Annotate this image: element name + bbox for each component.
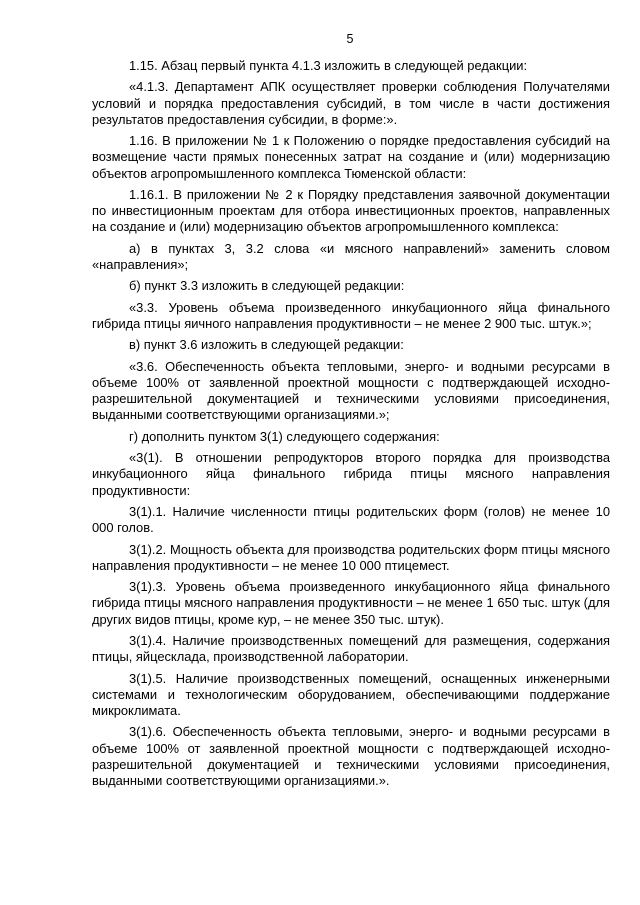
- paragraph: «3.6. Обеспеченность объекта тепловыми, энерго- и водными ресурсами в объеме 100% от заявленной проектной мощности с подтверждающей исходно-разрешительной документацией и техническими условиями присоединения, выданными соответствующими организациями.»;: [92, 358, 610, 423]
- paragraph: «4.1.3. Департамент АПК осуществляет проверки соблюдения Получателями условий и порядка предоставления субсидий, в том числе в части достижения результатов предоставления субсидии, в форме:».: [92, 79, 610, 127]
- document-body: [92, 58, 610, 794]
- paragraph: г) дополнить пунктом 3(1) следующего содержания:: [129, 428, 440, 444]
- paragraph: 3(1).3. Уровень объема произведенного инкубационного яйца финального гибрида птицы мясного направления продуктивности – не менее 1 650 тыс. штук (для других видов птицы, кроме кур, – не менее 350 тыс. штук).: [92, 579, 610, 627]
- paragraph: «3.3. Уровень объема произведенного инкубационного яйца финального гибрида птицы яичного направления продуктивности – не менее 2 900 тыс. штук.»;: [92, 299, 610, 331]
- paragraph: 3(1).1. Наличие численности птицы родительских форм (голов) не менее 10 000 голов.: [92, 503, 610, 536]
- paragraph: 3(1).2. Мощность объекта для производства родительских форм птицы мясного направления продуктивности – не менее 10 000 птицемест.: [92, 541, 610, 573]
- paragraph: «3(1). В отношении репродукторов второго порядка для производства инкубационного яйца финального гибрида птицы мясного направления продуктивности:: [92, 450, 610, 498]
- paragraph: 1.15. Абзац первый пункта 4.1.3 изложить в следующей редакции:: [129, 58, 528, 73]
- paragraph: в) пункт 3.6 изложить в следующей редакции:: [129, 337, 404, 353]
- paragraph: 1.16. В приложении № 1 к Положению о порядке предоставления субсидий на возмещение части прямых понесенных затрат на создание и (или) модернизацию объектов агропромышленного комплекса Тюменской области:: [92, 133, 610, 181]
- paragraph: 3(1).5. Наличие производственных помещений, оснащенных инженерными системами и технологическим оборудованием, обеспечивающими поддержание микроклимата.: [92, 670, 610, 718]
- paragraph: 3(1).4. Наличие производственных помещений для размещения, содержания птицы, яйцесклада, производственной лаборатории.: [92, 632, 610, 665]
- paragraph: б) пункт 3.3 изложить в следующей редакции:: [129, 278, 405, 294]
- paragraph: 1.16.1. В приложении № 2 к Порядку представления заявочной документации по инвестиционным проектам для отбора инвестиционных проектов, направленных на создание и (или) модернизацию объектов агропромышленного комплекса:: [92, 186, 610, 235]
- paragraph: а) в пунктах 3, 3.2 слова «и мясного направлений» заменить словом «направления»;: [92, 240, 610, 272]
- page-number: 5: [346, 32, 354, 46]
- paragraph: 3(1).6. Обеспеченность объекта тепловыми, энерго- и водными ресурсами в объеме 100% от заявленной проектной мощности с подтверждающей исходно-разрешительной документацией и техническими условиями присоединения, выданными соответствующими организациями.».: [92, 724, 610, 788]
